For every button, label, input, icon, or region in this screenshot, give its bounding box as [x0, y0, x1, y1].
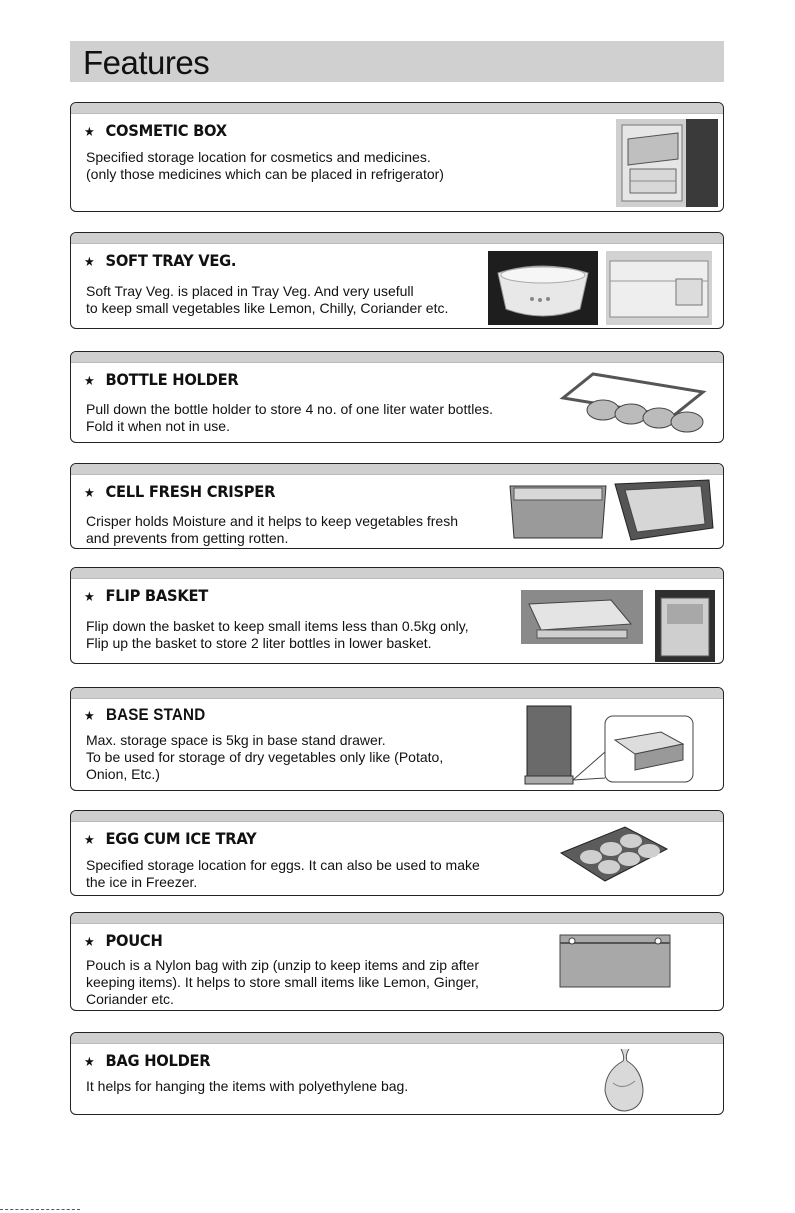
feature-base-stand: [70, 687, 724, 791]
feature-description: Crisper holds Moisture and it helps to keep vegetables fresh and prevents from getting rotten.: [86, 513, 458, 546]
star-icon: ★: [84, 486, 95, 501]
feature-description: Specified storage location for eggs. It can also be used to make the ice in Freezer.: [86, 857, 480, 890]
feature-description: Flip down the basket to keep small items less than 0.5kg only, Flip up the basket to store 2 liter bottles in lower basket.: [86, 618, 469, 651]
feature-cell-fresh-crisper: [70, 463, 724, 549]
features-header: [70, 41, 724, 82]
feature-description: It helps for hanging the items with polyethylene bag.: [86, 1078, 409, 1094]
feature-flip-basket: [70, 567, 724, 664]
crisper-image: [506, 478, 610, 544]
flip-basket-fridge-image: [655, 590, 715, 662]
feature-description: Pull down the bottle holder to store 4 no. of one liter water bottles. Fold it when not in use.: [86, 401, 494, 434]
feature-title: ★ SOFT TRAY VEG.: [84, 251, 237, 270]
feature-title: ★ CELL FRESH CRISPER: [84, 482, 276, 501]
egg-tray-image: [555, 823, 671, 893]
star-icon: ★: [84, 125, 95, 140]
soft-tray-image: [488, 251, 598, 325]
feature-pouch: [70, 912, 724, 1011]
feature-title: ★ COSMETIC BOX: [84, 121, 227, 140]
cosmetic-box-image: [616, 119, 718, 207]
footer-rule: [0, 1209, 80, 1211]
star-icon: ★: [84, 935, 95, 950]
feature-title: ★ FLIP BASKET: [84, 586, 208, 605]
feature-title: ★ BASE STAND: [84, 706, 206, 724]
feature-title: ★ BAG HOLDER: [84, 1051, 211, 1070]
feature-bag-holder: [70, 1032, 724, 1115]
tray-veg-fridge-image: [606, 251, 712, 325]
bag-holder-image: [599, 1047, 649, 1113]
feature-description: Max. storage space is 5kg in base stand drawer. To be used for storage of dry vegetables only like (Potato, Onion, Etc.): [86, 732, 444, 782]
star-icon: ★: [84, 708, 95, 723]
star-icon: ★: [84, 1055, 95, 1070]
feature-description: Specified storage location for cosmetics and medicines. (only those medicines which can be placed in refrigerator): [86, 149, 444, 182]
crisper-cover-image: [611, 478, 715, 544]
star-icon: ★: [84, 255, 95, 270]
base-stand-image: [523, 704, 697, 786]
feature-description: Soft Tray Veg. is placed in Tray Veg. And very usefull to keep small vegetables like Lemon, Chilly, Coriander etc.: [86, 283, 449, 316]
feature-title: ★ BOTTLE HOLDER: [84, 370, 239, 389]
page-title: Features: [83, 44, 210, 81]
star-icon: ★: [84, 833, 95, 848]
feature-description: Pouch is a Nylon bag with zip (unzip to keep items and zip after keeping items). It helps to store small items like Lemon, Ginger, Coriander etc.: [86, 957, 479, 1007]
pouch-image: [558, 933, 672, 989]
feature-bottle-holder: [70, 351, 724, 443]
feature-title: ★ POUCH: [84, 931, 163, 950]
bottle-holder-image: [553, 370, 713, 440]
star-icon: ★: [84, 590, 95, 605]
star-icon: ★: [84, 374, 95, 389]
feature-cosmetic-box: [70, 102, 724, 212]
feature-title: ★ EGG CUM ICE TRAY: [84, 829, 257, 848]
flip-basket-image: [521, 590, 643, 644]
feature-egg-cum-ice-tray: [70, 810, 724, 896]
feature-soft-tray-veg: [70, 232, 724, 329]
